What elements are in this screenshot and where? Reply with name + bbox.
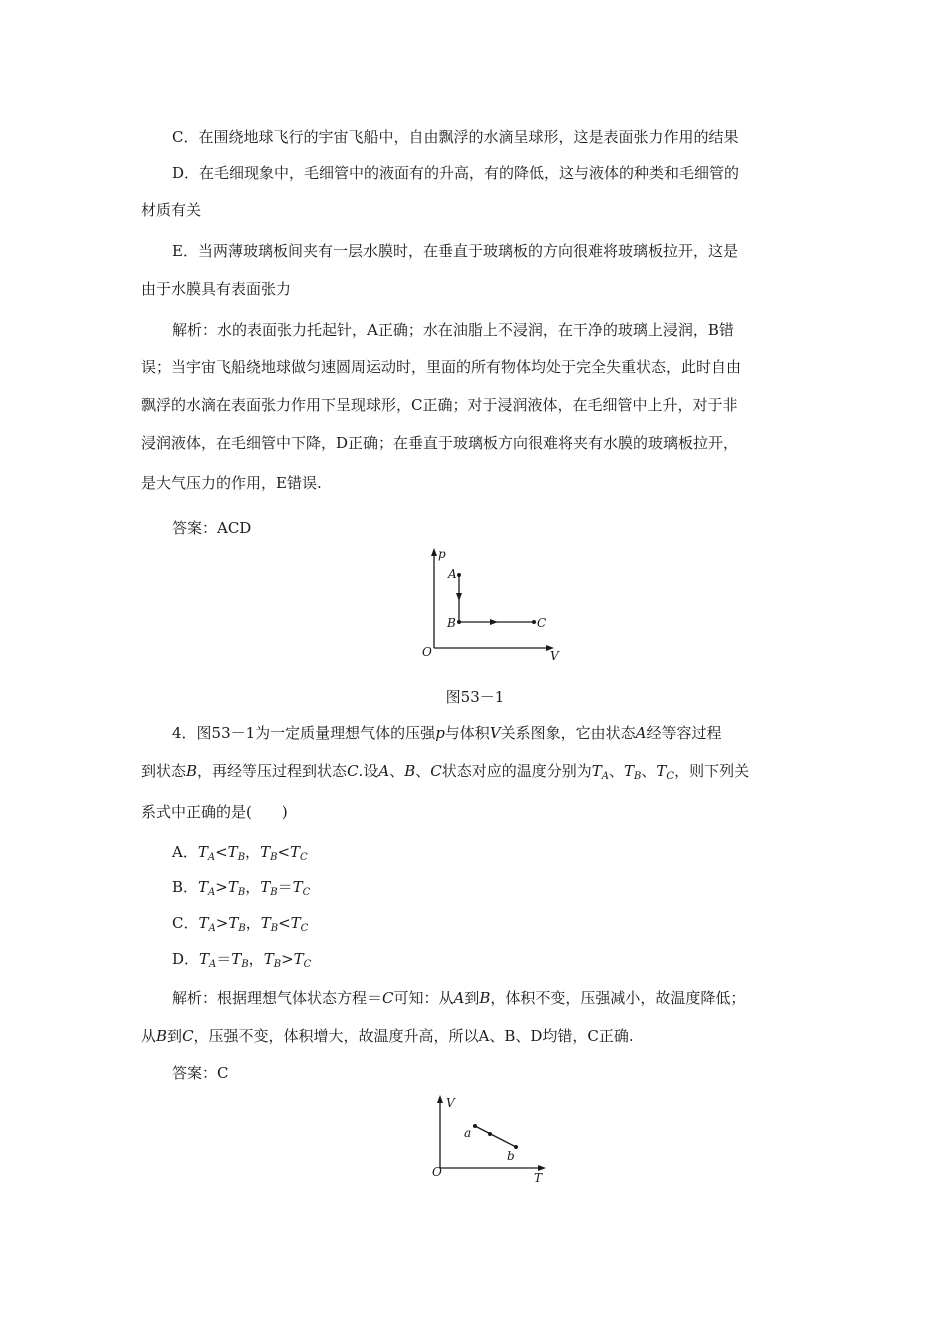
analysis-line-1: 解析：水的表面张力托起针，A正确；水在油脂上不浸润，在干净的玻璃上浸润，B错	[172, 321, 734, 339]
figure-53-1-diagram	[410, 540, 570, 665]
q4-analysis-line-1: 解析：根据理想气体状态方程＝C可知：从A到B，体积不变，压强减小，故温度降低；	[172, 989, 746, 1007]
option-d-q4: D．$T_A=T_B$，$T_B>T_C$	[172, 950, 312, 970]
label-c: C	[537, 616, 547, 630]
option-e-text-1: E．当两薄玻璃板间夹有一层水膜时，在垂直于玻璃板的方向很难将玻璃板拉开，这是	[172, 242, 738, 260]
option-c-q4: C．$T_A>T_B$，$T_B<T_C$	[172, 914, 309, 934]
process-a-to-b	[475, 1126, 516, 1147]
axis-label-p: p	[438, 547, 446, 561]
point-a	[457, 573, 461, 577]
axis-label-v: V	[550, 649, 559, 663]
option-c-text: C．在围绕地球飞行的宇宙飞船中，自由飘浮的水滴呈球形，这是表面张力作用的结果	[172, 128, 739, 146]
axis-label-v: V	[446, 1096, 455, 1110]
vt-diagram	[430, 1090, 560, 1185]
analysis-line-4: 浸润液体，在毛细管中下降，D正确；在垂直于玻璃板方向很难将夹有水膜的玻璃板拉开，	[141, 434, 739, 452]
option-d-text-1: D．在毛细现象中，毛细管中的液面有的升高，有的降低，这与液体的种类和毛细管的	[172, 164, 740, 182]
analysis-line-3: 飘浮的水滴在表面张力作用下呈现球形，C正确；对于浸润液体，在毛细管中上升，对于非	[141, 396, 738, 414]
q4-analysis-line-2: 从B到C，压强不变，体积增大，故温度升高，所以A、B、D均错，C正确.	[141, 1027, 634, 1045]
label-b: B	[447, 616, 456, 630]
option-e-text-2: 由于水膜具有表面张力	[141, 280, 292, 298]
answer-q4: 答案：C	[172, 1064, 229, 1082]
question-4-line-1: 4．图53－1为一定质量理想气体的压强p与体积V关系图象，它由状态A经等容过程	[172, 724, 722, 742]
point-c	[532, 620, 536, 624]
label-a: A	[448, 567, 457, 581]
answer-prev: 答案：ACD	[172, 519, 252, 537]
option-d-text-2: 材质有关	[141, 201, 202, 219]
point-a	[473, 1124, 477, 1128]
question-4-line-2: 到状态B，再经等压过程到状态C.设A、B、C状态对应的温度分别为$T_A$、$T_B$、$T_C$，则下列关	[141, 762, 750, 782]
point-mid	[488, 1132, 492, 1136]
analysis-line-5: 是大气压力的作用，E错误.	[141, 474, 322, 492]
point-b	[457, 620, 461, 624]
question-4-line-3: 系式中正确的是( )	[141, 803, 288, 821]
axis-label-t: T	[534, 1171, 543, 1185]
option-b: B．$T_A>T_B$，$T_B=T_C$	[172, 878, 311, 898]
figure-caption: 图53－1	[445, 688, 505, 706]
origin-label: O	[432, 1165, 442, 1179]
origin-label: O	[422, 645, 432, 659]
label-b: b	[507, 1149, 515, 1163]
analysis-line-2: 误；当宇宙飞船绕地球做匀速圆周运动时，里面的所有物体均处于完全失重状态，此时自由	[141, 358, 742, 376]
option-a: A．$T_A<T_B$，$T_B<T_C$	[172, 843, 308, 863]
label-a: a	[464, 1126, 472, 1140]
